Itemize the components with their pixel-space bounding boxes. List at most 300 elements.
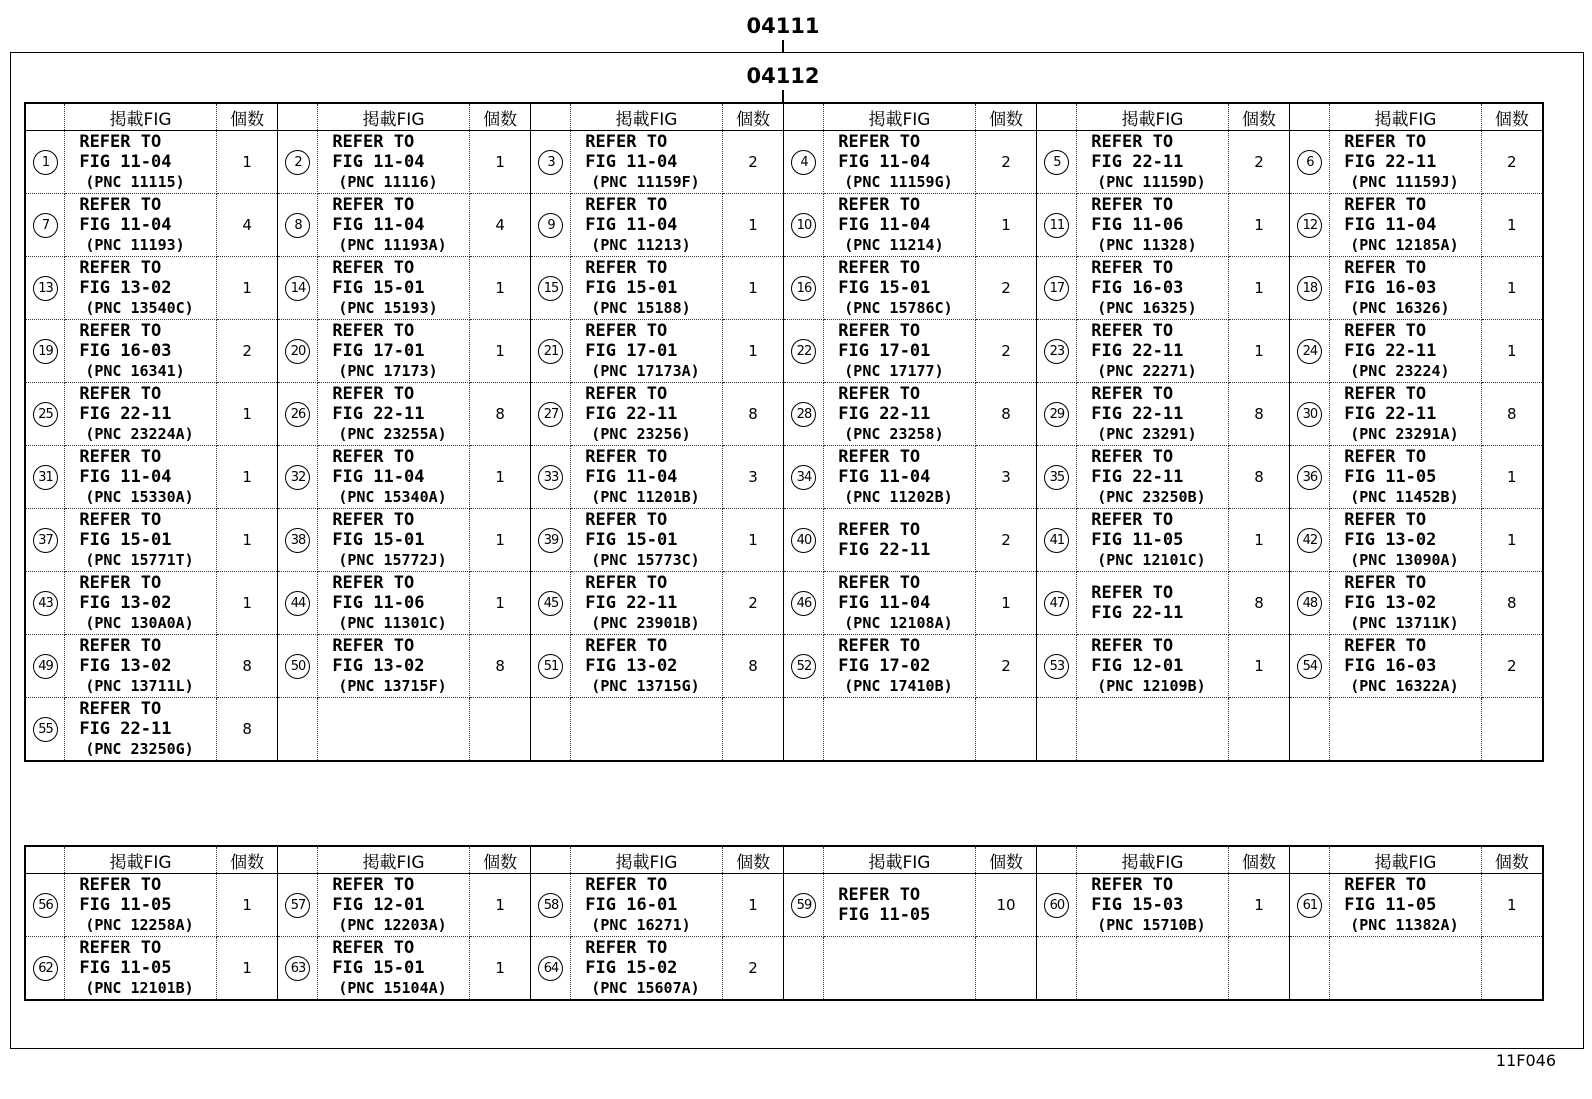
refer-to-text: REFER TO [1344, 573, 1427, 593]
table-row [25, 572, 1543, 635]
item-number-badge: 42 [1297, 528, 1322, 553]
fig-reference [1330, 447, 1480, 507]
fig-number: FIG 15-01 [332, 278, 425, 298]
pnc-code: (PNC 17173) [338, 362, 438, 380]
refer-to-text: REFER TO [1091, 258, 1174, 278]
refer-to-text: REFER TO [1344, 321, 1427, 341]
item-number-cell [784, 509, 824, 572]
refer-to-text: REFER TO [79, 195, 162, 215]
item-number-cell [1290, 383, 1330, 446]
header-no-cell [25, 846, 65, 874]
fig-reference [571, 875, 721, 935]
fig-reference-cell [571, 194, 722, 257]
fig-reference-cell [318, 320, 469, 383]
quantity-cell: 8 [722, 635, 784, 698]
pnc-code: (PNC 11193) [85, 236, 185, 254]
item-number-cell [531, 698, 571, 762]
pnc-code: (PNC 15104A) [338, 979, 447, 997]
fig-reference [571, 195, 721, 255]
quantity-cell: 1 [216, 874, 278, 937]
quantity-cell: 8 [722, 383, 784, 446]
fig-reference-cell [1330, 257, 1481, 320]
item-number-cell [278, 131, 318, 194]
pnc-code: (PNC 23291A) [1350, 425, 1459, 443]
fig-reference-cell [1330, 320, 1481, 383]
quantity-cell: 2 [722, 131, 784, 194]
item-number-cell [1290, 572, 1330, 635]
item-number-cell [25, 698, 65, 762]
pnc-code: (PNC 15772J) [338, 551, 447, 569]
item-number-cell [278, 194, 318, 257]
item-number-badge: 32 [285, 465, 310, 490]
fig-number: FIG 11-05 [79, 895, 172, 915]
fig-number: FIG 22-11 [1091, 603, 1184, 623]
fig-reference-cell [65, 194, 216, 257]
fig-reference-cell [65, 446, 216, 509]
item-number-cell [784, 257, 824, 320]
item-number-badge: 39 [538, 528, 563, 553]
item-number-cell [1290, 937, 1330, 1001]
refer-to-text: REFER TO [1344, 195, 1427, 215]
header-no-cell [531, 103, 571, 131]
refer-to-text: REFER TO [838, 258, 921, 278]
pnc-code: (PNC 16341) [85, 362, 185, 380]
item-number-badge: 15 [538, 276, 563, 301]
item-number-badge: 26 [285, 402, 310, 427]
fig-number: FIG 12-01 [1091, 656, 1184, 676]
fig-number: FIG 15-01 [79, 530, 172, 550]
item-number-cell [1037, 509, 1077, 572]
refer-to-text: REFER TO [585, 447, 668, 467]
table-row [25, 937, 1543, 1001]
item-number-cell [784, 446, 824, 509]
quantity-cell: 1 [1481, 257, 1543, 320]
quantity-cell: 1 [469, 937, 531, 1001]
item-number-cell [531, 383, 571, 446]
item-number-badge: 17 [1044, 276, 1069, 301]
item-number-badge: 31 [33, 465, 58, 490]
fig-reference [1330, 195, 1480, 255]
header-fig-cell: 掲載FIG [1077, 846, 1228, 874]
fig-reference-cell [1077, 257, 1228, 320]
refer-to-text: REFER TO [332, 636, 415, 656]
quantity-cell: 1 [469, 572, 531, 635]
table-header-row [25, 103, 1543, 131]
fig-reference-cell [318, 698, 469, 762]
fig-number: FIG 12-01 [332, 895, 425, 915]
item-number-badge: 22 [791, 339, 816, 364]
quantity-cell: 1 [722, 509, 784, 572]
pnc-code: (PNC 13540C) [85, 299, 194, 317]
quantity-cell: 1 [975, 194, 1037, 257]
refer-to-text: REFER TO [1344, 636, 1427, 656]
item-number-cell [25, 874, 65, 937]
fig-reference [824, 447, 974, 507]
fig-reference-cell [1330, 446, 1481, 509]
quantity-cell: 8 [216, 635, 278, 698]
item-number-cell [784, 874, 824, 937]
item-number-cell [25, 194, 65, 257]
quantity-cell: 1 [975, 572, 1037, 635]
item-number-badge: 30 [1297, 402, 1322, 427]
item-number-badge: 48 [1297, 591, 1322, 616]
quantity-cell: 1 [1481, 194, 1543, 257]
item-number-badge: 4 [791, 150, 816, 175]
pnc-code: (PNC 15710B) [1097, 916, 1206, 934]
item-number-badge: 46 [791, 591, 816, 616]
fig-reference-cell [1077, 572, 1228, 635]
refer-to-text: REFER TO [1344, 510, 1427, 530]
fig-reference-cell [318, 446, 469, 509]
fig-number: FIG 22-11 [79, 719, 172, 739]
fig-reference-cell [1330, 194, 1481, 257]
item-number-cell [1037, 635, 1077, 698]
header-fig-cell: 掲載FIG [65, 103, 216, 131]
fig-reference [65, 258, 215, 318]
fig-number: FIG 11-04 [838, 467, 931, 487]
fig-reference [318, 321, 468, 381]
refer-to-text: REFER TO [1344, 258, 1427, 278]
item-number-cell [278, 446, 318, 509]
quantity-cell: 1 [469, 131, 531, 194]
refer-to-text: REFER TO [585, 510, 668, 530]
fig-number: FIG 16-01 [585, 895, 678, 915]
fig-reference-cell [1330, 635, 1481, 698]
fig-number: FIG 15-01 [838, 278, 931, 298]
pnc-code: (PNC 16271) [591, 916, 691, 934]
fig-reference [1077, 384, 1227, 444]
pnc-code: (PNC 23901B) [591, 614, 700, 632]
fig-reference [318, 938, 468, 998]
fig-reference [1077, 195, 1227, 255]
item-number-cell [531, 194, 571, 257]
header-fig-cell: 掲載FIG [824, 103, 975, 131]
fig-reference-cell [1077, 320, 1228, 383]
item-number-badge: 49 [33, 654, 58, 679]
table-row [25, 446, 1543, 509]
fig-reference [65, 636, 215, 696]
fig-reference [65, 447, 215, 507]
fig-reference-cell [571, 635, 722, 698]
fig-number: FIG 11-05 [838, 905, 931, 925]
item-number-badge: 58 [538, 893, 563, 918]
item-number-cell [1037, 874, 1077, 937]
item-number-badge: 43 [33, 591, 58, 616]
pnc-code: (PNC 13715F) [338, 677, 447, 695]
fig-reference [65, 321, 215, 381]
fig-number: FIG 11-04 [332, 467, 425, 487]
item-number-badge: 60 [1044, 893, 1069, 918]
header-no-cell [1037, 846, 1077, 874]
fig-reference [318, 510, 468, 570]
fig-reference [1330, 321, 1480, 381]
fig-reference-cell [824, 635, 975, 698]
fig-number: FIG 22-11 [1091, 152, 1184, 172]
table-row [25, 383, 1543, 446]
fig-reference-cell [65, 509, 216, 572]
pnc-code: (PNC 15340A) [338, 488, 447, 506]
fig-reference [571, 636, 721, 696]
refer-to-text: REFER TO [79, 699, 162, 719]
item-number-badge: 51 [538, 654, 563, 679]
fig-number: FIG 22-11 [838, 404, 931, 424]
fig-reference-cell [571, 383, 722, 446]
item-number-cell [278, 635, 318, 698]
quantity-cell: 1 [216, 446, 278, 509]
pnc-code: (PNC 17177) [844, 362, 944, 380]
item-number-badge: 47 [1044, 591, 1069, 616]
pnc-code: (PNC 13090A) [1350, 551, 1459, 569]
refer-to-text: REFER TO [1091, 447, 1174, 467]
quantity-cell: 2 [1481, 635, 1543, 698]
pnc-code: (PNC 23224A) [85, 425, 194, 443]
item-number-cell [784, 698, 824, 762]
pnc-code: (PNC 15193) [338, 299, 438, 317]
pnc-code: (PNC 23250G) [85, 740, 194, 758]
kit-outer-label: 04111 [746, 14, 820, 38]
refer-to-text: REFER TO [838, 384, 921, 404]
item-number-cell [531, 320, 571, 383]
quantity-cell [1481, 698, 1543, 762]
fig-reference [824, 258, 974, 318]
fig-reference-cell [1077, 874, 1228, 937]
fig-reference-cell [571, 320, 722, 383]
fig-reference [65, 195, 215, 255]
pnc-code: (PNC 11115) [85, 173, 185, 191]
header-no-cell [531, 846, 571, 874]
fig-reference-cell [318, 509, 469, 572]
item-number-cell [1290, 194, 1330, 257]
item-number-cell [1290, 698, 1330, 762]
fig-number: FIG 22-11 [79, 404, 172, 424]
item-number-cell [25, 572, 65, 635]
refer-to-text: REFER TO [1344, 447, 1427, 467]
pnc-code: (PNC 11159G) [844, 173, 953, 191]
quantity-cell: 8 [1228, 446, 1290, 509]
pnc-code: (PNC 11202B) [844, 488, 953, 506]
quantity-cell [1228, 937, 1290, 1001]
fig-reference-cell [318, 194, 469, 257]
fig-number: FIG 11-06 [332, 593, 425, 613]
table-header-row [25, 846, 1543, 874]
pnc-code: (PNC 11382A) [1350, 916, 1459, 934]
fig-reference-cell [1077, 383, 1228, 446]
item-number-cell [531, 257, 571, 320]
pnc-code: (PNC 15773C) [591, 551, 700, 569]
item-number-badge: 2 [285, 150, 310, 175]
header-fig-cell: 掲載FIG [571, 103, 722, 131]
parts-table-1 [24, 102, 1544, 762]
item-number-cell [531, 509, 571, 572]
pnc-code: (PNC 13711K) [1350, 614, 1459, 632]
item-number-badge: 34 [791, 465, 816, 490]
item-number-cell [1037, 320, 1077, 383]
refer-to-text: REFER TO [1091, 875, 1174, 895]
refer-to-text: REFER TO [332, 258, 415, 278]
item-number-badge: 29 [1044, 402, 1069, 427]
header-fig-cell: 掲載FIG [1330, 846, 1481, 874]
fig-number: FIG 11-05 [1091, 530, 1184, 550]
header-qty-cell: 個数 [975, 103, 1037, 131]
quantity-cell: 1 [469, 446, 531, 509]
refer-to-text: REFER TO [79, 938, 162, 958]
item-number-badge: 14 [285, 276, 310, 301]
fig-reference-cell [65, 257, 216, 320]
fig-number: FIG 11-04 [838, 152, 931, 172]
item-number-badge: 10 [791, 213, 816, 238]
pnc-code: (PNC 11452B) [1350, 488, 1459, 506]
fig-reference [824, 520, 974, 560]
refer-to-text: REFER TO [585, 195, 668, 215]
fig-number: FIG 11-04 [79, 467, 172, 487]
refer-to-text: REFER TO [1344, 132, 1427, 152]
pnc-code: (PNC 12258A) [85, 916, 194, 934]
header-no-cell [784, 846, 824, 874]
table-row [25, 194, 1543, 257]
item-number-badge: 61 [1297, 893, 1322, 918]
quantity-cell [975, 698, 1037, 762]
pnc-code: (PNC 13715G) [591, 677, 700, 695]
item-number-cell [278, 937, 318, 1001]
header-no-cell [25, 103, 65, 131]
quantity-cell: 1 [469, 257, 531, 320]
fig-number: FIG 22-11 [585, 404, 678, 424]
fig-reference-cell [571, 131, 722, 194]
pnc-code: (PNC 11214) [844, 236, 944, 254]
fig-number: FIG 22-11 [332, 404, 425, 424]
fig-reference [1330, 636, 1480, 696]
fig-reference [571, 573, 721, 633]
fig-number: FIG 11-04 [332, 152, 425, 172]
fig-number: FIG 11-04 [585, 215, 678, 235]
fig-number: FIG 15-01 [585, 278, 678, 298]
pnc-code: (PNC 11116) [338, 173, 438, 191]
fig-reference [824, 384, 974, 444]
quantity-cell: 2 [722, 572, 784, 635]
fig-reference [1330, 258, 1480, 318]
quantity-cell [1481, 937, 1543, 1001]
figure-reference-code: 11F046 [1495, 1051, 1556, 1070]
quantity-cell: 1 [722, 874, 784, 937]
quantity-cell: 2 [975, 635, 1037, 698]
refer-to-text: REFER TO [585, 321, 668, 341]
item-number-cell [1037, 698, 1077, 762]
quantity-cell: 8 [1228, 383, 1290, 446]
pnc-code: (PNC 15607A) [591, 979, 700, 997]
item-number-cell [1290, 320, 1330, 383]
item-number-badge: 53 [1044, 654, 1069, 679]
item-number-cell [784, 937, 824, 1001]
pnc-code: (PNC 16325) [1097, 299, 1197, 317]
item-number-cell [784, 194, 824, 257]
header-qty-cell: 個数 [216, 103, 278, 131]
quantity-cell: 1 [469, 874, 531, 937]
fig-number: FIG 11-04 [585, 467, 678, 487]
pnc-code: (PNC 11159F) [591, 173, 700, 191]
refer-to-text: REFER TO [332, 875, 415, 895]
fig-reference [1077, 447, 1227, 507]
item-number-cell [25, 257, 65, 320]
quantity-cell: 3 [975, 446, 1037, 509]
kit-inner-leader [782, 90, 784, 102]
fig-reference [65, 510, 215, 570]
fig-number: FIG 17-01 [585, 341, 678, 361]
refer-to-text: REFER TO [585, 258, 668, 278]
refer-to-text: REFER TO [332, 938, 415, 958]
fig-number: FIG 22-11 [838, 540, 931, 560]
fig-reference [65, 699, 215, 759]
item-number-badge: 35 [1044, 465, 1069, 490]
fig-reference [1077, 321, 1227, 381]
fig-reference [824, 573, 974, 633]
fig-reference-cell [571, 509, 722, 572]
fig-reference [318, 573, 468, 633]
item-number-badge: 16 [791, 276, 816, 301]
refer-to-text: REFER TO [838, 520, 921, 540]
pnc-code: (PNC 11193A) [338, 236, 447, 254]
pnc-code: (PNC 12185A) [1350, 236, 1459, 254]
item-number-badge: 1 [33, 150, 58, 175]
refer-to-text: REFER TO [585, 573, 668, 593]
item-number-cell [278, 572, 318, 635]
quantity-cell: 8 [975, 383, 1037, 446]
fig-reference-cell [1077, 509, 1228, 572]
pnc-code: (PNC 23255A) [338, 425, 447, 443]
item-number-cell [1037, 937, 1077, 1001]
table-row [25, 320, 1543, 383]
refer-to-text: REFER TO [332, 573, 415, 593]
item-number-cell [531, 572, 571, 635]
fig-reference-cell [1330, 509, 1481, 572]
pnc-code: (PNC 12101B) [85, 979, 194, 997]
fig-reference [1330, 875, 1480, 935]
quantity-cell: 2 [1228, 131, 1290, 194]
quantity-cell: 1 [1481, 320, 1543, 383]
fig-reference [65, 132, 215, 192]
fig-reference-cell [1077, 131, 1228, 194]
fig-number: FIG 11-04 [838, 593, 931, 613]
fig-number: FIG 13-02 [332, 656, 425, 676]
fig-number: FIG 13-02 [79, 278, 172, 298]
fig-reference-cell [824, 383, 975, 446]
fig-reference-cell [824, 320, 975, 383]
fig-number: FIG 11-06 [1091, 215, 1184, 235]
item-number-cell [278, 698, 318, 762]
table-row [25, 131, 1543, 194]
pnc-code: (PNC 17173A) [591, 362, 700, 380]
item-number-cell [1037, 194, 1077, 257]
header-no-cell [784, 103, 824, 131]
pnc-code: (PNC 22271) [1097, 362, 1197, 380]
refer-to-text: REFER TO [1091, 510, 1174, 530]
pnc-code: (PNC 11213) [591, 236, 691, 254]
fig-number: FIG 22-11 [1091, 341, 1184, 361]
fig-number: FIG 11-05 [1344, 895, 1437, 915]
item-number-cell [278, 509, 318, 572]
quantity-cell [722, 698, 784, 762]
refer-to-text: REFER TO [79, 510, 162, 530]
item-number-badge: 9 [538, 213, 563, 238]
refer-to-text: REFER TO [1344, 384, 1427, 404]
fig-reference-cell [318, 383, 469, 446]
item-number-cell [784, 131, 824, 194]
fig-reference-cell [318, 131, 469, 194]
item-number-badge: 27 [538, 402, 563, 427]
quantity-cell: 8 [1481, 572, 1543, 635]
fig-reference-cell [318, 572, 469, 635]
fig-reference-cell [1330, 383, 1481, 446]
item-number-cell [1037, 446, 1077, 509]
